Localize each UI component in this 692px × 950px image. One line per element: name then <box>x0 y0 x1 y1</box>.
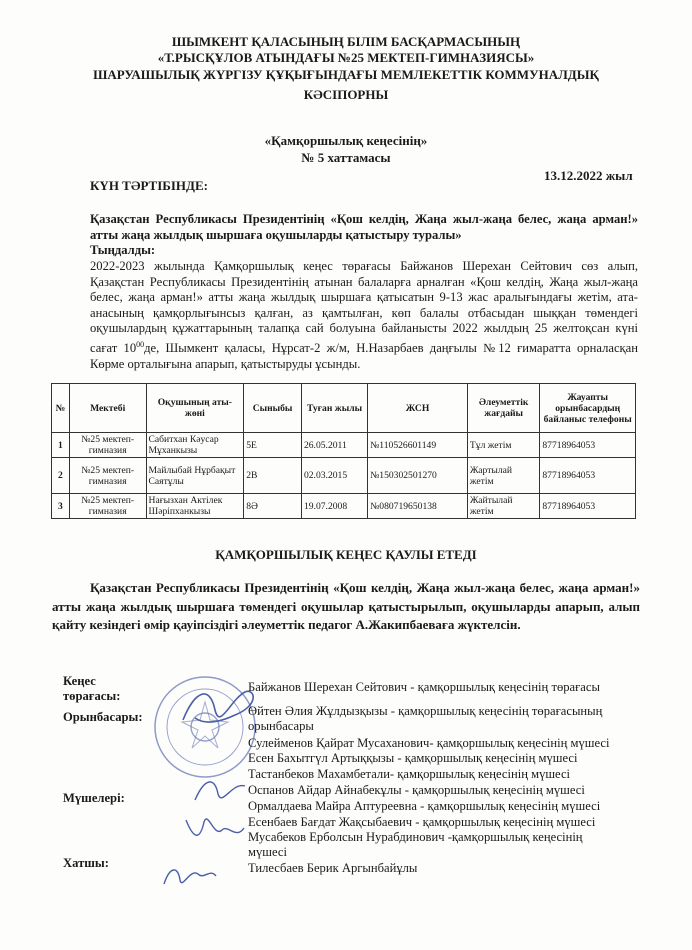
members-label: Мүшелері: <box>63 791 125 805</box>
resolution-heading: ҚАМҚОРШЫЛЫҚ КЕҢЕС ҚАУЛЫ ЕТЕДІ <box>215 547 477 562</box>
header-iin: ЖСН <box>368 384 468 433</box>
member-line: мүшесі <box>248 845 287 859</box>
header-student: Оқушының аты-жөні <box>146 384 244 433</box>
header-line-1: ШЫМКЕНТ ҚАЛАСЫНЫҢ БІЛІМ БАСҚАРМАСЫНЫҢ <box>171 34 521 49</box>
row-number: 2 <box>52 458 70 494</box>
member-line: Есен Бахытгүл Артыққызы - қамқоршылық кеңесінің мүшесі <box>248 751 578 765</box>
member-line: Өйтен Әлия Жұлдызқызы - қамқоршылық кеңесінің төрағасының <box>248 704 603 718</box>
row-number: 1 <box>52 433 70 458</box>
member-line: Мусабеков Ерболсын Нурабдинович -қамқоршылық кеңесінің <box>248 830 583 844</box>
row-social: Тұл жетім <box>467 433 539 458</box>
row-school: №25 мектеп-гимназия <box>69 458 146 494</box>
chair-label: Кеңес төрағасы: <box>63 674 121 703</box>
listened-label: Тыңдалды: <box>90 243 156 257</box>
member-line: Ормалдаева Майра Аптуреевна - қамқоршылық кеңесінің мүшесі <box>248 799 601 813</box>
header-social: Әлеуметтік жағдайы <box>467 384 539 433</box>
row-student: Нағызхан Актілек Шәріпханкызы <box>146 494 244 519</box>
secretary-label: Хатшы: <box>63 856 109 870</box>
row-phone: 87718964053 <box>540 433 636 458</box>
row-birthdate: 19.07.2008 <box>301 494 367 519</box>
header-phone: Жауапты орынбасардың байланыс телефоны <box>540 384 636 433</box>
member-line: Оспанов Айдар Айнабекұлы - қамқоршылық кеңесінің мүшесі <box>248 783 585 797</box>
secretary-name: Тилесбаев Берик Аргынбайұлы <box>248 861 418 875</box>
member-signature-icon <box>190 772 250 812</box>
row-iin: №080719650138 <box>368 494 468 519</box>
row-phone: 87718964053 <box>540 494 636 519</box>
member-line: Сулейменов Қайрат Мусаханович- қамқоршылық кеңесінің мүшесі <box>248 736 610 750</box>
member-line: Есенбаев Бағдат Жақсыбаевич - қамқоршылық кеңесінің мүшесі <box>248 815 596 829</box>
table-row <box>52 458 636 494</box>
students-table <box>51 383 636 519</box>
row-school: №25 мектеп-гимназия <box>69 433 146 458</box>
table-row <box>52 494 636 519</box>
protocol-council: «Қамқоршылық кеңесінің» <box>264 133 428 148</box>
row-birthdate: 02.03.2015 <box>301 458 367 494</box>
row-grade: 8Ә <box>244 494 302 519</box>
row-number: 3 <box>52 494 70 519</box>
deputy-label: Орынбасары: <box>63 710 143 724</box>
protocol-date: 13.12.2022 жыл <box>544 168 633 183</box>
header-school: Мектебі <box>69 384 146 433</box>
row-phone: 87718964053 <box>540 458 636 494</box>
table-header-row <box>52 384 636 433</box>
member-line: орынбасары <box>248 719 314 733</box>
member-line: Байжанов Шерехан Сейтович - қамқоршылық кеңесінің төрағасы <box>248 680 600 694</box>
agenda-topic: Қазақстан Республикасы Президентінің «Қош келдің, Жаңа жыл-жаңа белес, жаңа арман!» атты жаңа жылдық шыршаға оқушыларды қатыстыру туралы» <box>90 212 638 242</box>
row-grade: 5Е <box>244 433 302 458</box>
row-iin: №110526601149 <box>368 433 468 458</box>
row-student: Сабитхан Кәусар Мұханкызы <box>146 433 244 458</box>
row-grade: 2В <box>244 458 302 494</box>
header-birthdate: Туған жылы <box>301 384 367 433</box>
row-student: Майлыбай Нұрбақыт Саятұлы <box>146 458 244 494</box>
header-grade: Сыныбы <box>244 384 302 433</box>
agenda-body: 2022-2023 жылында Қамқоршылық кеңес төрағасы Байжанов Шерехан Сейтович сөз алып, Қазақстан Республикасы Президентінің атынан балаларға арналған «Қош келдің, Жаңа жыл-жаңа белес, жаңа арман!» атты жаңа жылдық шыршаға қатысатын 9-13 жас аралығындағы жетім, ата-анасының қамқорлығынсыз қалған, аз қамтылған, көп балалы отбасыдан шыққан төмендегі оқушылардың құжаттарының талапқа сай болуына байланысты 2022 жылдың 25 желтоқсан күні сағат $10^{00}де$, Шымкент қаласы, Нұрсат-2 ж/м, Н.Назарбаев даңғылы №12 ғимаратта орналасқан Көрме орталығына апарып, қатыстыруды ұсынды. <box>90 259 638 371</box>
resolution-text: Қазақстан Республикасы Президентінің «Қош келдің, Жаңа жыл-жаңа белес, жаңа арман!» атты жаңа жылдық шыршаға төмендегі оқушылар қатыстырылып, оқушыларды апарып, алып қайту кезіндегі өмір қауіпсіздігі әлеуметтік педагог А.Жакипбаеваға жүктелсін. <box>52 580 640 632</box>
row-social: Жайтылай жетім <box>467 494 539 519</box>
header-line-2: «Т.РЫСҚҰЛОВ АТЫНДАҒЫ №25 МЕКТЕП-ГИМНАЗИЯСЫ» <box>157 50 535 65</box>
member-line: Тастанбеков Махамбетали- қамқоршылық кеңесінің мүшесі <box>248 767 571 781</box>
row-birthdate: 26.05.2011 <box>301 433 367 458</box>
agenda-heading: КҮН ТӘРТІБІНДЕ: <box>90 178 208 193</box>
header-line-4: КӘСІПОРНЫ <box>303 87 389 102</box>
row-social: Жартылай жетім <box>467 458 539 494</box>
header-line-3: ШАРУАШЫЛЫҚ ЖҮРГІЗУ ҚҰҚЫҒЫНДАҒЫ МЕМЛЕКЕТТІК КОММУНАЛДЫҚ <box>93 67 599 82</box>
secretary-signature-icon <box>160 862 220 892</box>
row-school: №25 мектеп-гимназия <box>69 494 146 519</box>
table-row <box>52 433 636 458</box>
header-number: № <box>52 384 70 433</box>
member-signature-icon-2 <box>180 810 250 850</box>
row-iin: №150302501270 <box>368 458 468 494</box>
protocol-number: № 5 хаттамасы <box>301 150 391 165</box>
